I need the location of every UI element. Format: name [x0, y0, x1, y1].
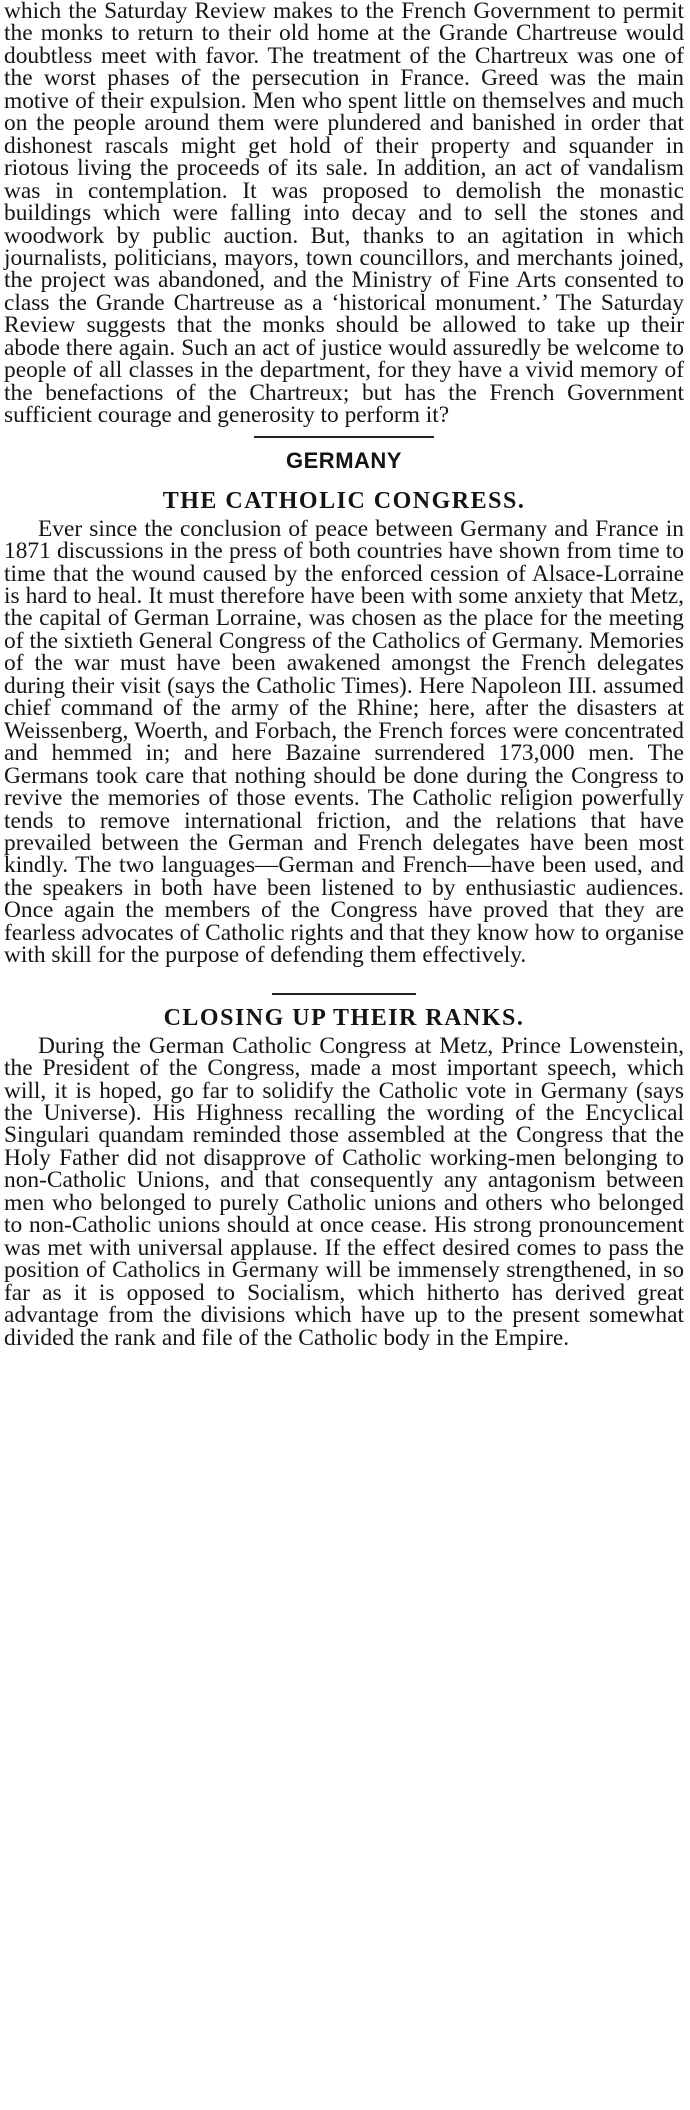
- intro-paragraph: which the Saturday Review makes to the French Government to permit the monks to return to their old home at the Grande Chartreuse would doubtless meet with favor. The treatment of the Chartreux was one of the worst phases of the persecution in France. Greed was the main motive of their expulsion. Men who spent little on themselves and much on the people around them were plundered and banished in order that dishonest rascals might get hold of their property and squander in riotous living the proceeds of its sale. In addition, an act of vandalism was in contemplation. It was proposed to demolish the monastic buildings which were falling into decay and to sell the stones and woodwork by public auction. But, thanks to an agitation in which journalists, politicians, mayors, town councillors, and merchants joined, the project was abandoned, and the Ministry of Fine Arts consented to class the Grande Chartreuse as a ‘historical monument.’ The Saturday Review suggests that the monks should be allowed to take up their abode there again. Such an act of justice would assuredly be welcome to people of all classes in the department, for they have a vivid memory of the benefactions of the Chartreux; but has the French Government sufficient courage and generosity to perform it?: [4, 0, 684, 429]
- article-divider: [272, 993, 416, 995]
- article-heading-closing-ranks: CLOSING UP THEIR RANKS.: [163, 1004, 525, 1031]
- section-title: GERMANY: [286, 447, 402, 473]
- article-body-closing-ranks: During the German Catholic Congress at Metz, Prince Lowenstein, the President of the Congress, made a most important speech, which will, it is hoped, go far to solidify the Catholic vote in Germany (says the Universe). His Highness recalling the wording of the Encyclical Singulari quandam reminded those assembled at the Congress that the Holy Father did not disapprove of Catholic working-men belonging to non-Catholic Unions, and that consequently any antagonism between men who belonged to purely Catholic unions and others who belonged to non-Catholic unions should at once cease. His strong pronouncement was met with universal applause. If the effect desired comes to pass the position of Catholics in Germany will be immensely strengthened, in so far as it is opposed to Socialism, which hitherto has derived great advantage from the divisions which have up to the present somewhat divided the rank and file of the Catholic body in the Empire.: [4, 1032, 684, 1351]
- article-heading-catholic-congress: THE CATHOLIC CONGRESS.: [162, 487, 526, 514]
- article-body-catholic-congress: Ever since the conclusion of peace between Germany and France in 1871 discussions in the press of both countries have shown from time to time that the wound caused by the enforced cession of Alsace-Lorraine is hard to heal. It must therefore have been with some anxiety that Metz, the capital of German Lorraine, was chosen as the place for the meeting of the sixtieth General Congress of the Catholics of Germany. Memories of the war must have been awakened amongst the French delegates during their visit (says the Catholic Times). Here Napoleon III. assumed chief command of the army of the Rhine; here, after the disasters at Weissenberg, Woerth, and Forbach, the French forces were concentrated and hemmed in; and here Bazaine surrendered 173,000 men. The Germans took care that nothing should be done during the Congress to revive the memories of those events. The Catholic religion powerfully tends to remove international friction, and the relations that have prevailed between the German and French delegates have been most kindly. The two languages—German and French—have been used, and the speakers in both have been listened to by enthusiastic audiences. Once again the members of the Congress have proved that they are fearless advocates of Catholic rights and that they know how to organise with skill for the purpose of defending them effectively.: [4, 515, 684, 969]
- section-divider: [254, 436, 434, 438]
